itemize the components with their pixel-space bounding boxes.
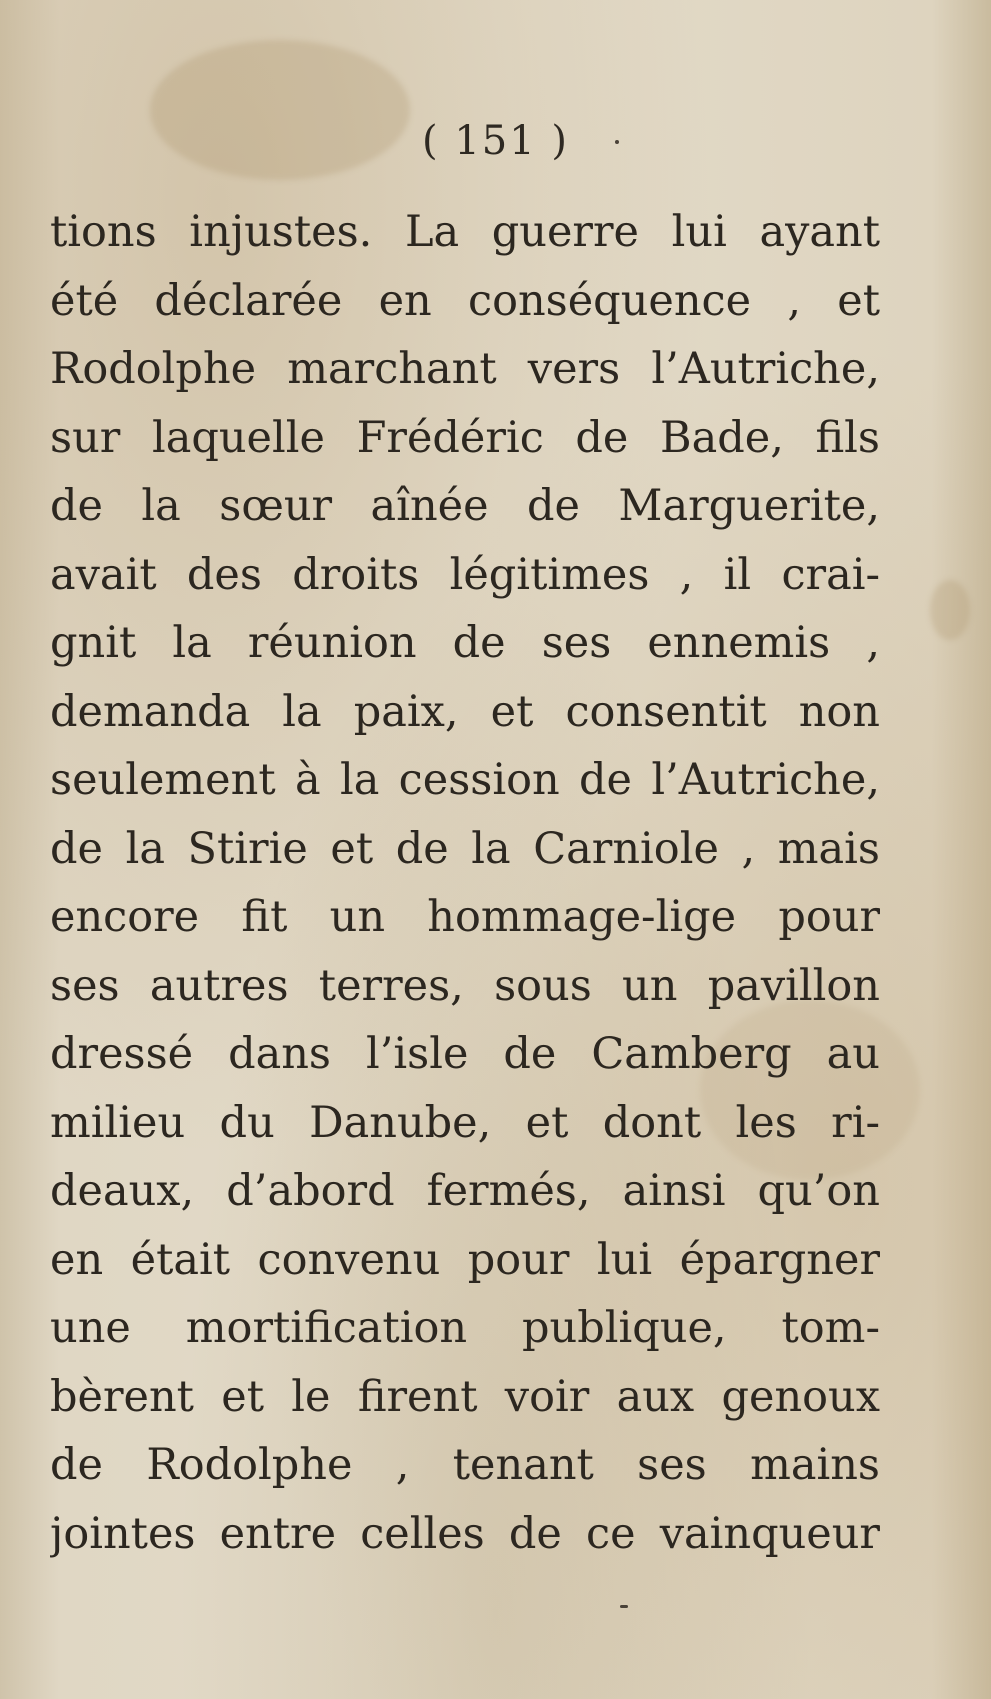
page-number: ( 151 ) — [422, 118, 569, 164]
text-line: été déclarée en conséquence , et — [50, 275, 880, 326]
paper-stain — [930, 580, 970, 640]
text-line: seulement à la cession de l’Autriche, — [50, 755, 880, 805]
text-line: encore fit un hommage-lige pour — [50, 892, 880, 942]
text-line: avait des droits légitimes , il crai- — [50, 549, 880, 600]
text-line: demanda la paix, et consentit non — [50, 686, 880, 737]
text-line: bèrent et le firent voir aux genoux — [50, 1371, 880, 1422]
text-line: dressé dans l’isle de Camberg au — [50, 1029, 880, 1079]
text-line: milieu du Danube, et dont les ri- — [50, 1097, 880, 1148]
text-line: une mortification publique, tom- — [50, 1303, 880, 1353]
body-text — [50, 198, 880, 1568]
text-line: deaux, d’abord fermés, ainsi qu’on — [50, 1166, 880, 1216]
text-line: tions injustes. La guerre lui ayant — [50, 207, 880, 257]
text-line: gnit la réunion de ses ennemis , — [50, 618, 880, 668]
text-line: jointes entre celles de ce vainqueur — [50, 1508, 880, 1559]
text-line: en était convenu pour lui épargner — [50, 1234, 880, 1285]
text-line: Rodolphe marchant vers l’Autriche, — [50, 344, 880, 394]
text-line: ses autres terres, sous un pavillon — [50, 960, 880, 1011]
ink-speck — [615, 140, 619, 144]
text-line: de la Stirie et de la Carniole , mais — [50, 823, 880, 874]
ink-speck — [620, 1605, 628, 1608]
text-line: de la sœur aînée de Marguerite, — [50, 481, 880, 531]
text-line: sur laquelle Frédéric de Bade, fils — [50, 412, 880, 463]
text-line: de Rodolphe , tenant ses mains — [50, 1440, 880, 1490]
